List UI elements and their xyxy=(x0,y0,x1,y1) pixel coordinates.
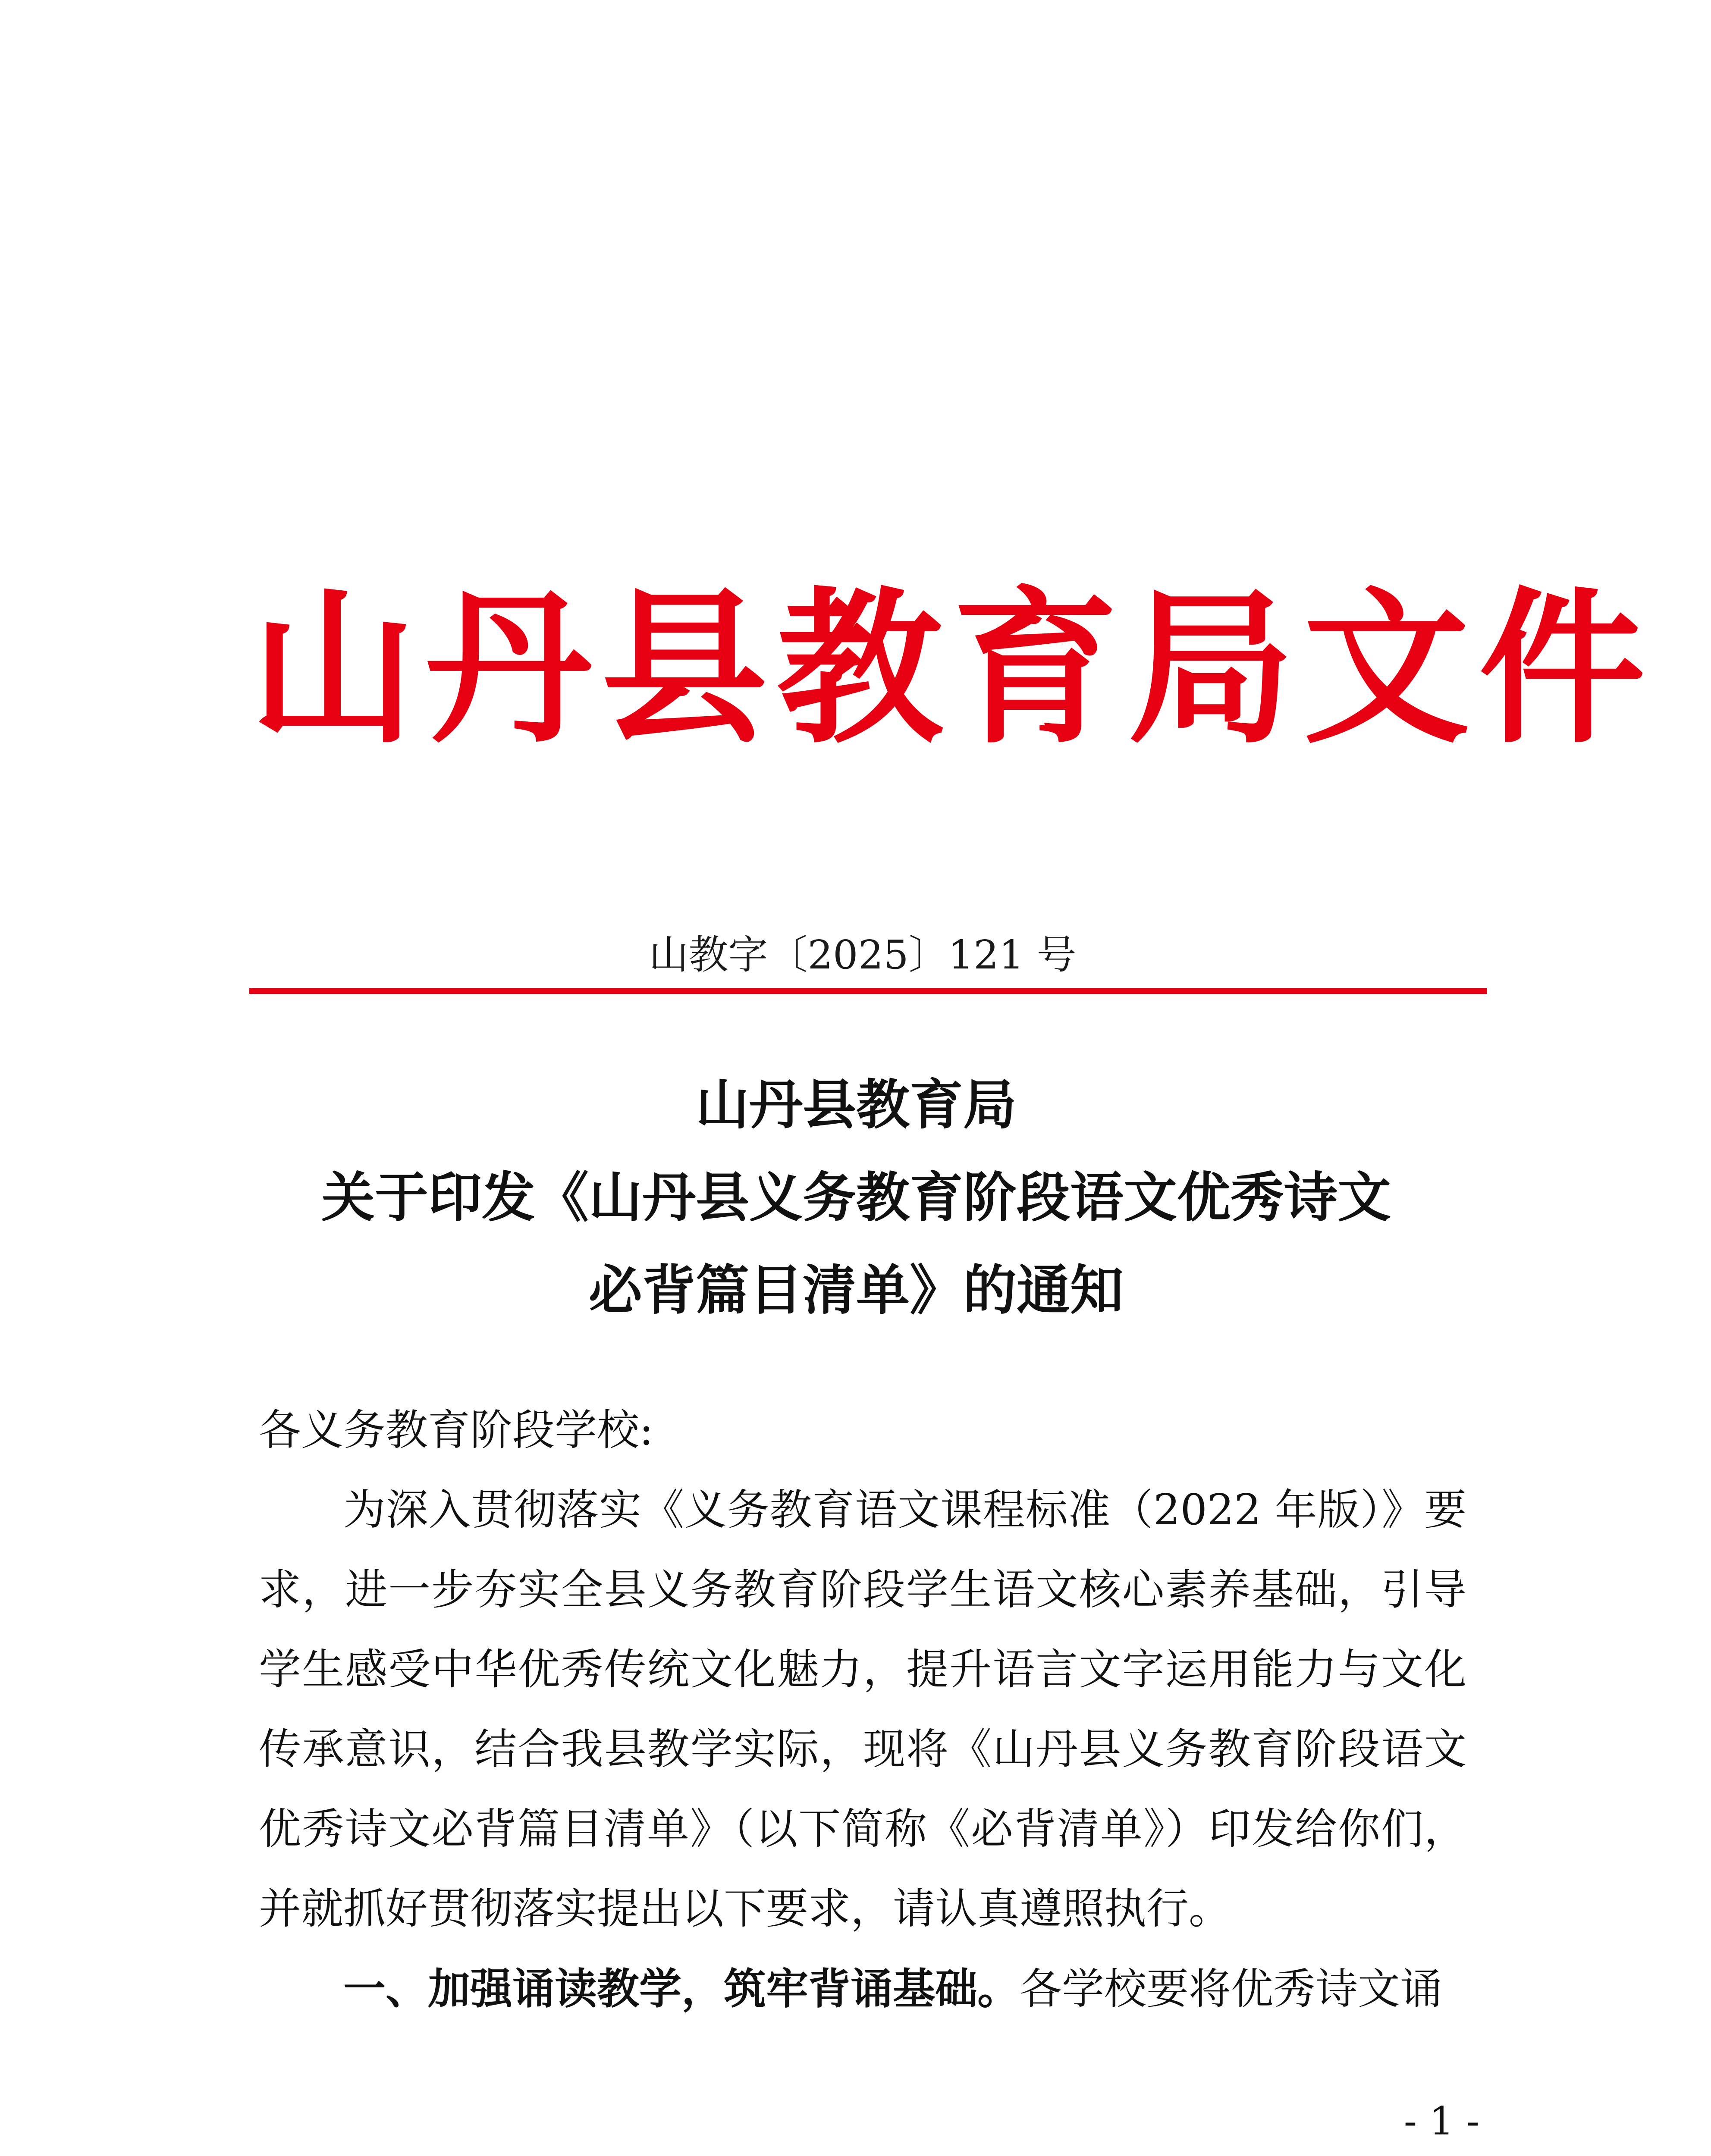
issuer-red-heading: 山丹县教育局文件 xyxy=(250,570,1654,766)
document-number: 山教字〔2025〕121 号 xyxy=(649,932,1077,978)
title-line-3: 必背篇目清单》的通知 xyxy=(588,1259,1124,1322)
title-line-2: 关于印发《山丹县义务教育阶段语文优秀诗文 xyxy=(321,1166,1391,1229)
body-paragraph-1: 为深入贯彻落实《义务教育语文课程标准（2022 年版）》要求，进一步夯实全县义务教育阶段学生语文核心素养基础，引导学生感受中华优秀传统文化魅力，提升语言文字运用能力与文化传承意识，结合我县教学实际，现将《山丹县义务教育阶段语文优秀诗文必背篇目清单》（以下简称《必背清单》）印发给你们，并就抓好贯彻落实提出以下要求，请认真遵照执行。 xyxy=(259,1485,1466,1934)
title-line-1: 山丹县教育局 xyxy=(695,1074,1017,1136)
page-number: - 1 - xyxy=(1403,2099,1479,2144)
notice-title xyxy=(242,1059,1471,1337)
section-one-text: 各学校要将优秀诗文诵 xyxy=(1020,1965,1443,2014)
salutation: 各义务教育阶段学校: xyxy=(259,1406,654,1455)
body-paragraph-2 xyxy=(259,1949,1466,2029)
section-one-heading: 一、加强诵读教学，筑牢背诵基础。 xyxy=(343,1964,1020,2014)
red-divider-line xyxy=(249,988,1487,994)
